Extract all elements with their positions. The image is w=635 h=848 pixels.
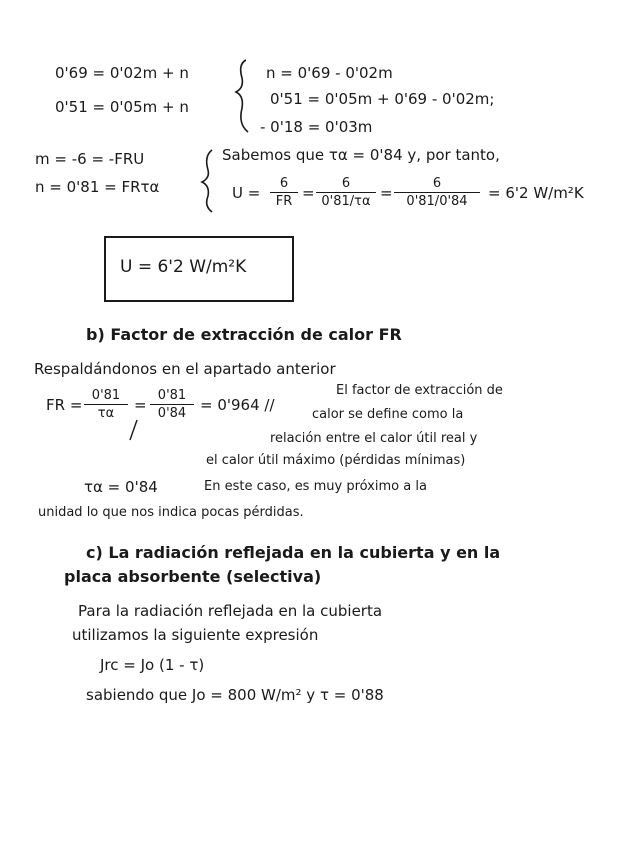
equation-line: τα = 0'84	[84, 478, 158, 496]
note-line: relación entre el calor útil real y	[270, 431, 478, 446]
section-c-title: c) La radiación reflejada en la cubierta y en la	[86, 543, 501, 562]
fraction	[150, 388, 194, 421]
equation-line: 0'69 = 0'02m + n	[55, 64, 189, 82]
fraction	[316, 176, 376, 209]
equals-sign: =	[380, 184, 393, 202]
fraction	[84, 388, 128, 421]
equation-line: = 6'2 W/m²K	[488, 184, 584, 202]
fraction	[394, 176, 480, 209]
fraction-numerator: 0'81	[91, 388, 121, 403]
equation-line: - 0'18 = 0'03m	[260, 118, 373, 136]
fraction-numerator: 6	[279, 176, 289, 191]
fraction-denominator: 0'81/0'84	[406, 194, 468, 209]
equation-line: U =	[232, 184, 261, 202]
fraction-numerator: 6	[432, 176, 442, 191]
frac-slash	[130, 420, 137, 440]
system-brace	[236, 60, 248, 132]
equation-line: = 0'964 //	[200, 396, 275, 414]
note-line: Para la radiación reflejada en la cubierta	[78, 602, 383, 620]
equation-line: n = 0'69 - 0'02m	[266, 64, 393, 82]
fraction-numerator: 0'81	[157, 388, 187, 403]
note-line: Sabemos que τα = 0'84 y, por tanto,	[222, 146, 500, 164]
fraction-numerator: 6	[341, 176, 351, 191]
fraction	[270, 176, 298, 209]
fraction-denominator: 0'84	[157, 406, 187, 421]
note-line: unidad lo que nos indica pocas pérdidas.	[38, 505, 304, 520]
equation-line: m = -6 = -FRU	[35, 150, 145, 168]
equation-line: 0'51 = 0'05m + 0'69 - 0'02m;	[270, 90, 495, 108]
fraction-denominator: 0'81/τα	[321, 194, 371, 209]
equals-sign: =	[134, 396, 147, 414]
formula: Jrc = Jo (1 - τ)	[100, 656, 205, 674]
fraction-denominator: FR	[275, 194, 293, 209]
equation-line: n = 0'81 = FRτα	[35, 178, 160, 196]
section-c-title-cont: placa absorbente (selectiva)	[64, 567, 322, 586]
note-line: El factor de extracción de	[336, 383, 503, 398]
mn-brace	[202, 150, 212, 212]
section-b-title: b) Factor de extracción de calor FR	[86, 325, 402, 344]
fraction-denominator: τα	[97, 406, 115, 421]
note-line: el calor útil máximo (pérdidas mínimas)	[206, 453, 466, 468]
equals-sign: =	[302, 184, 315, 202]
equation-line: 0'51 = 0'05m + n	[55, 98, 189, 116]
note-line: sabiendo que Jo = 800 W/m² y τ = 0'88	[86, 686, 384, 704]
note-line: Respaldándonos en el apartado anterior	[34, 360, 336, 378]
equation-line: FR =	[46, 396, 83, 414]
boxed-result: U = 6'2 W/m²K	[120, 257, 247, 277]
note-line: calor se define como la	[312, 407, 464, 422]
note-line: En este caso, es muy próximo a la	[204, 479, 427, 494]
note-line: utilizamos la siguiente expresión	[72, 626, 319, 644]
